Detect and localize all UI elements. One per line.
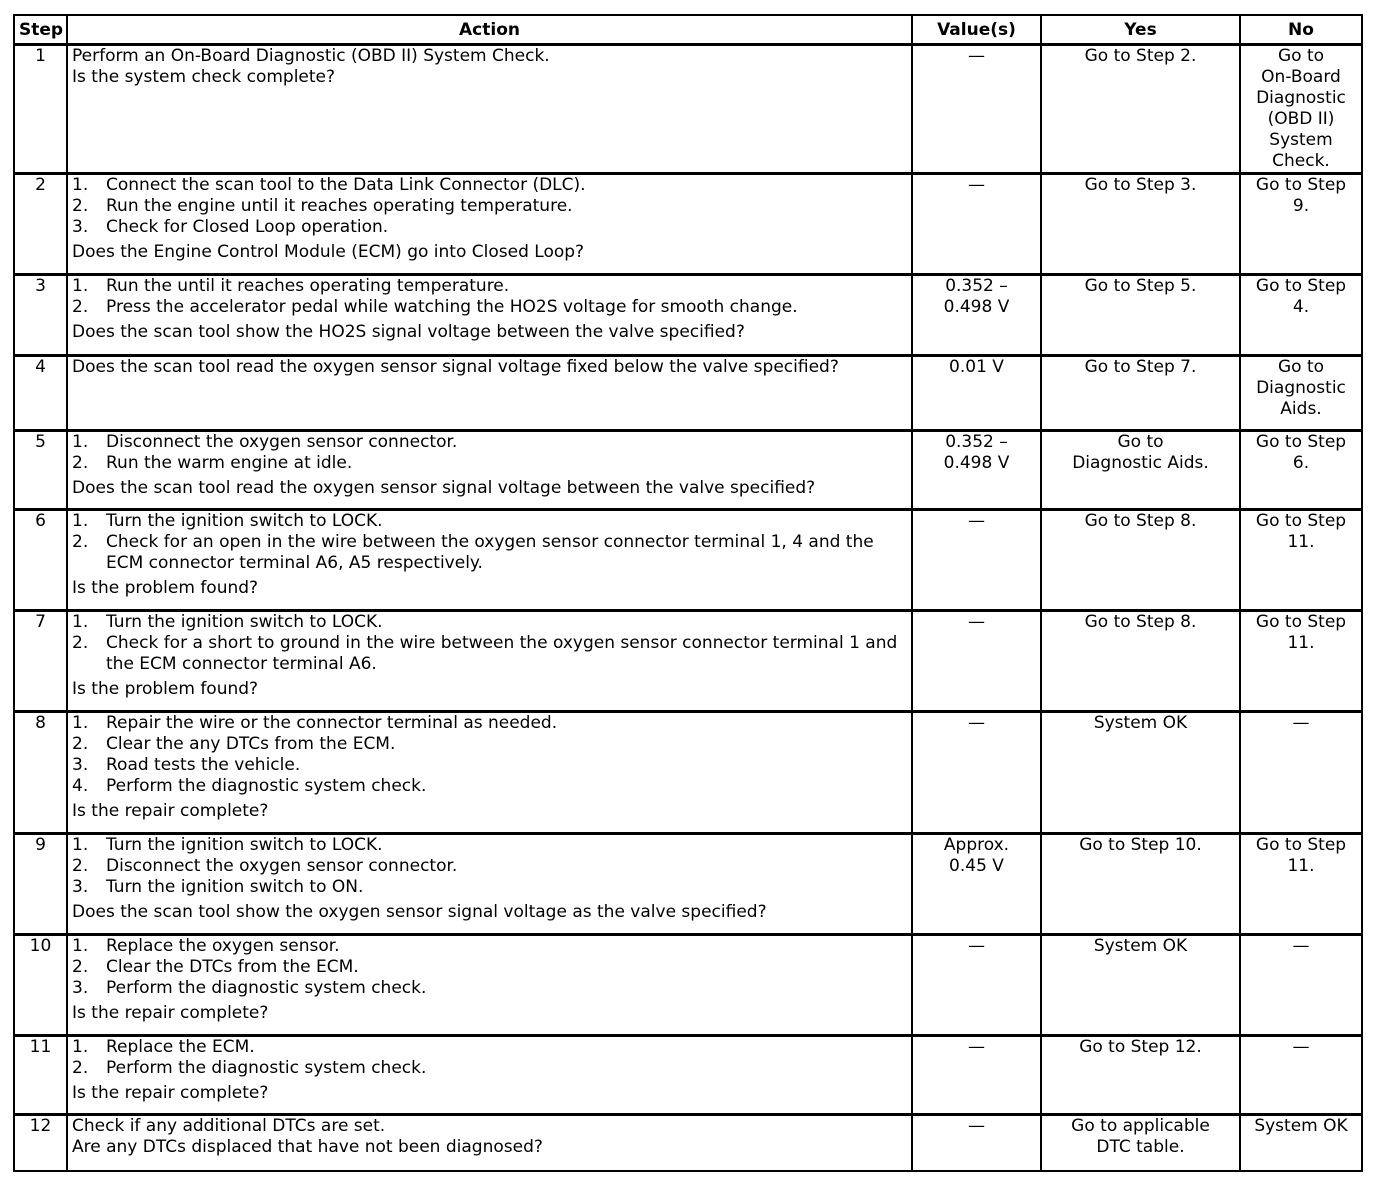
action-cell (67, 1115, 912, 1171)
no-cell (1240, 356, 1362, 431)
value-cell (912, 510, 1041, 611)
list-item-text: Disconnect the oxygen sensor connector. (106, 432, 458, 452)
list-item-number: 2. (72, 532, 89, 552)
header-action: Action (67, 15, 912, 45)
action-cell (67, 712, 912, 834)
value-cell (912, 611, 1041, 712)
yes-text: Go to Step 8. (1084, 511, 1197, 531)
table-body (14, 45, 1362, 1171)
action-line: Does the scan tool read the oxygen sensor signal voltage fixed below the valve specified? (72, 357, 839, 377)
action-list-item (72, 734, 907, 755)
list-item-number: 1. (72, 835, 89, 855)
list-item-text: Turn the ignition switch to LOCK. (106, 612, 383, 632)
list-item-text: Run the until it reaches operating temperature. (106, 276, 510, 296)
yes-text: System OK (1093, 936, 1188, 956)
list-item-number: 1. (72, 432, 89, 452)
list-item-number: 2. (72, 734, 89, 754)
action-list-item (72, 936, 907, 957)
header-no: No (1240, 15, 1362, 45)
action-cell (67, 275, 912, 356)
step-cell: 6 (14, 510, 67, 611)
value-cell (912, 45, 1041, 174)
yes-cell (1041, 611, 1240, 712)
action-list-item (72, 196, 907, 217)
step-cell: 3 (14, 275, 67, 356)
list-item-number: 2. (72, 297, 89, 317)
action-cell (67, 510, 912, 611)
no-text: Go to Step 11. (1255, 612, 1347, 653)
table-row (14, 611, 1362, 712)
action-line: Is the system check complete? (72, 67, 336, 87)
yes-cell (1041, 275, 1240, 356)
action-list-item (72, 532, 907, 574)
value-cell (912, 431, 1041, 510)
yes-cell (1041, 510, 1240, 611)
action-question: Does the Engine Control Module (ECM) go into Closed Loop? (72, 242, 585, 262)
value-cell (912, 1115, 1041, 1171)
value-text: — (968, 936, 985, 956)
list-item-number: 3. (72, 217, 89, 237)
value-text: — (968, 175, 985, 195)
table-row (14, 275, 1362, 356)
step-cell: 4 (14, 356, 67, 431)
list-item-text: Turn the ignition switch to LOCK. (106, 511, 383, 531)
list-item-text: Connect the scan tool to the Data Link Connector (DLC). (106, 175, 586, 195)
action-list-item (72, 297, 907, 318)
action-cell (67, 1036, 912, 1115)
list-item-text: Perform the diagnostic system check. (106, 1058, 427, 1078)
no-text: System OK (1254, 1116, 1348, 1136)
action-question: Does the scan tool show the HO2S signal voltage between the valve specified? (72, 322, 745, 342)
yes-cell (1041, 174, 1240, 275)
list-item-text: Run the engine until it reaches operating temperature. (106, 196, 573, 216)
step-cell: 9 (14, 834, 67, 935)
action-list-item (72, 835, 907, 856)
action-cell (67, 611, 912, 712)
value-cell (912, 712, 1041, 834)
value-text: — (968, 713, 985, 733)
action-list-item (72, 432, 907, 453)
action-question: Is the repair complete? (72, 1003, 269, 1023)
action-cell (67, 935, 912, 1036)
list-item-text: Turn the ignition switch to LOCK. (106, 835, 383, 855)
value-cell (912, 275, 1041, 356)
list-item-number: 1. (72, 175, 89, 195)
list-item-number: 1. (72, 276, 89, 296)
list-item-text: Road tests the vehicle. (106, 755, 301, 775)
value-cell (912, 1036, 1041, 1115)
header-yes: Yes (1041, 15, 1240, 45)
action-list-item (72, 776, 907, 797)
no-text: Go to Step 4. (1255, 276, 1347, 317)
no-text: — (1292, 1037, 1310, 1057)
list-item-number: 1. (72, 713, 89, 733)
yes-cell (1041, 356, 1240, 431)
action-list-item (72, 957, 907, 978)
yes-cell (1041, 1036, 1240, 1115)
table-row (14, 45, 1362, 174)
yes-text: Go to Step 7. (1084, 357, 1197, 377)
yes-text: Go to Step 8. (1084, 612, 1197, 632)
no-cell (1240, 1036, 1362, 1115)
action-cell (67, 431, 912, 510)
no-cell (1240, 611, 1362, 712)
table-row (14, 1115, 1362, 1171)
table-row (14, 935, 1362, 1036)
list-item-text: Clear the any DTCs from the ECM. (106, 734, 396, 754)
no-cell (1240, 45, 1362, 174)
list-item-text: Repair the wire or the connector terminal as needed. (106, 713, 558, 733)
no-text: Go to Step 9. (1255, 175, 1347, 216)
table-row (14, 174, 1362, 275)
value-text: — (968, 1116, 985, 1136)
value-cell (912, 356, 1041, 431)
table-row (14, 510, 1362, 611)
value-text: 0.352 – 0.498 V (943, 276, 1010, 317)
no-cell (1240, 510, 1362, 611)
action-list-item (72, 713, 907, 734)
value-text: — (968, 511, 985, 531)
value-text: Approx. 0.45 V (943, 835, 1010, 876)
list-item-text: Replace the ECM. (106, 1037, 255, 1057)
action-list-item (72, 978, 907, 999)
no-cell (1240, 431, 1362, 510)
action-line: Are any DTCs displaced that have not been diagnosed? (72, 1137, 543, 1157)
list-item-text: Press the accelerator pedal while watching the HO2S voltage for smooth change. (106, 297, 798, 317)
action-list-item (72, 856, 907, 877)
header-row (14, 15, 1362, 45)
action-list-item (72, 877, 907, 898)
no-cell (1240, 174, 1362, 275)
list-item-number: 2. (72, 1058, 89, 1078)
list-item-number: 3. (72, 755, 89, 775)
list-item-number: 2. (72, 196, 89, 216)
list-item-text: Check for Closed Loop operation. (106, 217, 389, 237)
yes-text: System OK (1093, 713, 1188, 733)
list-item-number: 1. (72, 511, 89, 531)
yes-text: Go to Step 12. (1079, 1037, 1202, 1057)
no-text: Go to Diagnostic Aids. (1256, 357, 1346, 419)
no-text: Go to Step 6. (1255, 432, 1347, 473)
action-cell (67, 356, 912, 431)
list-item-text: Disconnect the oxygen sensor connector. (106, 856, 458, 876)
yes-cell (1041, 712, 1240, 834)
step-cell: 2 (14, 174, 67, 275)
value-cell (912, 935, 1041, 1036)
list-item-number: 3. (72, 877, 89, 897)
action-question: Does the scan tool show the oxygen sensor signal voltage as the valve specified? (72, 902, 767, 922)
list-item-number: 1. (72, 936, 89, 956)
action-list-item (72, 511, 907, 532)
list-item-number: 3. (72, 978, 89, 998)
action-line: Check if any additional DTCs are set. (72, 1116, 386, 1136)
value-text: — (968, 612, 985, 632)
action-list-item (72, 755, 907, 776)
no-text: — (1292, 936, 1310, 956)
no-cell (1240, 1115, 1362, 1171)
value-text: — (968, 1037, 985, 1057)
table-row (14, 712, 1362, 834)
list-item-text: Replace the oxygen sensor. (106, 936, 340, 956)
list-item-number: 2. (72, 633, 89, 653)
header-step: Step (14, 15, 67, 45)
list-item-text: Check for a short to ground in the wire between the oxygen sensor connector terminal 1 and the ECM connector terminal A6. (106, 633, 898, 674)
yes-cell (1041, 431, 1240, 510)
value-cell (912, 834, 1041, 935)
step-cell: 11 (14, 1036, 67, 1115)
table-row (14, 1036, 1362, 1115)
no-text: Go to Step 11. (1255, 835, 1347, 876)
table-row (14, 431, 1362, 510)
yes-text: Go to Step 3. (1084, 175, 1197, 195)
list-item-number: 2. (72, 856, 89, 876)
no-cell (1240, 935, 1362, 1036)
action-list-item (72, 453, 907, 474)
list-item-number: 1. (72, 1037, 89, 1057)
table-row (14, 834, 1362, 935)
table-row (14, 356, 1362, 431)
action-cell (67, 834, 912, 935)
step-cell: 7 (14, 611, 67, 712)
value-text: — (968, 46, 985, 66)
step-cell: 10 (14, 935, 67, 1036)
no-text: Go to Step 11. (1255, 511, 1347, 552)
diagnostic-table (13, 14, 1363, 1172)
list-item-text: Perform the diagnostic system check. (106, 978, 427, 998)
list-item-text: Turn the ignition switch to ON. (106, 877, 364, 897)
yes-cell (1041, 45, 1240, 174)
list-item-number: 4. (72, 776, 89, 796)
action-question: Is the repair complete? (72, 1083, 269, 1103)
list-item-text: Perform the diagnostic system check. (106, 776, 427, 796)
yes-cell (1041, 834, 1240, 935)
action-line: Perform an On-Board Diagnostic (OBD II) System Check. (72, 46, 550, 66)
list-item-text: Run the warm engine at idle. (106, 453, 353, 473)
yes-text: Go to Step 10. (1079, 835, 1202, 855)
step-cell: 1 (14, 45, 67, 174)
action-question: Is the problem found? (72, 578, 259, 598)
yes-cell (1041, 1115, 1240, 1171)
list-item-number: 1. (72, 612, 89, 632)
action-list-item (72, 217, 907, 238)
no-text: Go to On-Board Diagnostic (OBD II) System Check. (1256, 46, 1346, 171)
yes-cell (1041, 935, 1240, 1036)
action-question: Is the problem found? (72, 679, 259, 699)
list-item-number: 2. (72, 957, 89, 977)
value-text: 0.01 V (949, 357, 1004, 377)
action-list-item (72, 612, 907, 633)
action-list-item (72, 1058, 907, 1079)
list-item-text: Clear the DTCs from the ECM. (106, 957, 359, 977)
yes-text: Go to Step 5. (1084, 276, 1197, 296)
action-list-item (72, 175, 907, 196)
step-cell: 12 (14, 1115, 67, 1171)
no-cell (1240, 712, 1362, 834)
action-cell (67, 174, 912, 275)
no-cell (1240, 834, 1362, 935)
step-cell: 5 (14, 431, 67, 510)
yes-text: Go to Diagnostic Aids. (1072, 432, 1209, 473)
value-text: 0.352 – 0.498 V (943, 432, 1010, 473)
list-item-text: Check for an open in the wire between the oxygen sensor connector terminal 1, 4 and the ECM connector terminal A6, A5 respectively. (106, 532, 874, 573)
action-list-item (72, 1037, 907, 1058)
action-cell (67, 45, 912, 174)
action-question: Does the scan tool read the oxygen sensor signal voltage between the valve specified? (72, 478, 816, 498)
no-text: — (1292, 713, 1310, 733)
action-list-item (72, 276, 907, 297)
step-cell: 8 (14, 712, 67, 834)
header-values: Value(s) (912, 15, 1041, 45)
action-list-item (72, 633, 907, 675)
no-cell (1240, 275, 1362, 356)
yes-text: Go to applicable DTC table. (1071, 1116, 1210, 1157)
action-question: Is the repair complete? (72, 801, 269, 821)
list-item-number: 2. (72, 453, 89, 473)
yes-text: Go to Step 2. (1084, 46, 1197, 66)
value-cell (912, 174, 1041, 275)
